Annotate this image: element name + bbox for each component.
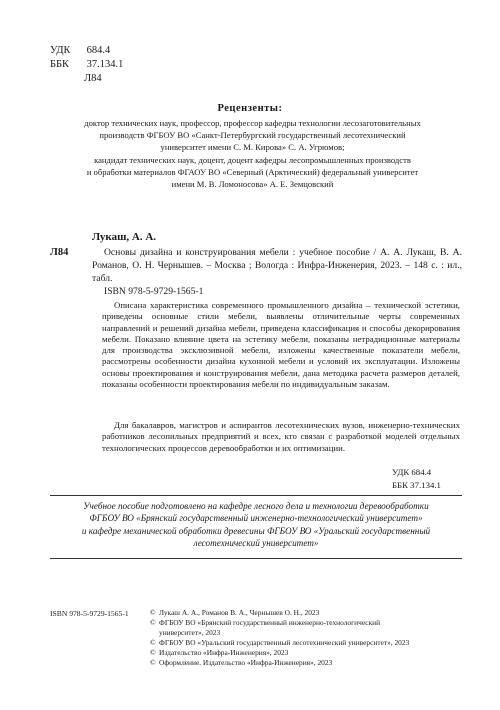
author-mark: Л84 [84, 73, 102, 84]
bbk-right: ББК 37.134.1 [392, 480, 441, 490]
udk-key: УДК [50, 45, 71, 56]
bbk-line [50, 58, 123, 72]
reviewer-line: производств ФГБОУ ВО «Санкт-Петербургский государственный лесотехнический [99, 130, 406, 140]
note-line: ФГБОУ ВО «Брянский государственный инженерно-технологический университет» [89, 513, 423, 524]
copyright-icon: © [150, 658, 156, 667]
reviewer-line: университет имени С. М. Кирова» С. А. Угрюмов; [160, 142, 345, 152]
preparation-note [50, 500, 462, 549]
bbk-key: ББК [50, 59, 70, 70]
copyright-line: © Издательство «Инфра-Инженерия», 2023 [150, 648, 289, 657]
biblio-text: Основы дизайна и конструирования мебели : учебное пособие / А. А. Лукаш, В. А. Романов, О. Н. Чернышев. – Москва ; Вологда : Инфра-Инженерия, 2023. – 148 с. : ил., табл. [92, 247, 462, 284]
copyright-icon: © [150, 618, 156, 627]
reviewer-line: доктор технических наук, профессор, профессор кафедры технологии лесозаготовительных [84, 118, 421, 128]
copyright-line-cont: университет», 2023 [159, 628, 221, 637]
note-line: лесотехнический университет» [193, 537, 319, 548]
copyright-line: © ФГБОУ ВО «Уральский государственный лесотехнический университет», 2023 [150, 638, 410, 647]
note-line: Учебное пособие подготовлено на кафедре лесного дела и технологии деревообработки [83, 501, 429, 511]
udk-right: УДК 684.4 [392, 467, 432, 477]
copyright-line: © Лукаш А. А., Романов В. А., Чернышев О. Н., 2023 [150, 608, 320, 617]
abstract-paragraph: Описана характеристика современного промышленного дизайна – технической эстетики, приведены основные стили мебели, выявлены отличительные черты современных направлений и решений дизайна мебели, приведена классификация и способы декорирования мебели. Показано влияние цвета на эстетику мебели, показаны нетрадиционные материалы для производства эксклюзивной мебели, изложены качественные показатели мебели, рассмотрены особенности дизайна кухонной мебели и условий их эксплуатации. Изложены основы проектирования и конструирования мебели, дана методика расчета размеров деталей, показаны особенности проектирования мебели по индивидуальным заказам. [102, 300, 460, 390]
author-heading: Лукаш, А. А. [92, 231, 157, 243]
copyright-icon: © [150, 648, 156, 657]
bbk-value: 37.134.1 [86, 59, 124, 70]
copyright-icon: © [150, 638, 156, 647]
divider-bottom [50, 558, 462, 559]
udk-line [50, 44, 110, 58]
note-line: и кафедре механической обработки древесины ФГБОУ ВО «Уральский государственный [81, 525, 431, 536]
isbn-bottom: ISBN 978-5-9729-1565-1 [50, 609, 129, 618]
copyright-line: © Оформление. Издательство «Инфра-Инженерия», 2023 [150, 658, 333, 667]
reviewers-title: Рецензенты: [217, 103, 283, 114]
copyright-line: © ФГБОУ ВО «Брянский государственный инженерно-технологический [150, 618, 381, 627]
udk-value: 684.4 [86, 45, 111, 56]
biblio-mark: Л84 [50, 247, 69, 258]
divider-top [50, 495, 462, 496]
reviewer-line: имени М. В. Ломоносова» А. Е. Земцовский [171, 179, 334, 189]
biblio-isbn: ISBN 978-5-9729-1565-1 [104, 286, 204, 297]
reviewer-line: кандидат технических наук, доцент, доцент кафедры лесопромышленных производств [94, 155, 411, 165]
biblio-description [92, 246, 462, 285]
audience-paragraph: Для бакалавров, магистров и аспирантов лесотехнических вузов, инженерно-технических работников лесопильных предприятий и всех, кто связан с разработкой моделей отдельных технологических процессов деревообработки и их оптимизации. [102, 420, 460, 453]
reviewer-line: и обработки материалов ФГАОУ ВО «Северный (Арктический) федеральный университет [86, 167, 419, 177]
copyright-icon: © [150, 608, 156, 617]
